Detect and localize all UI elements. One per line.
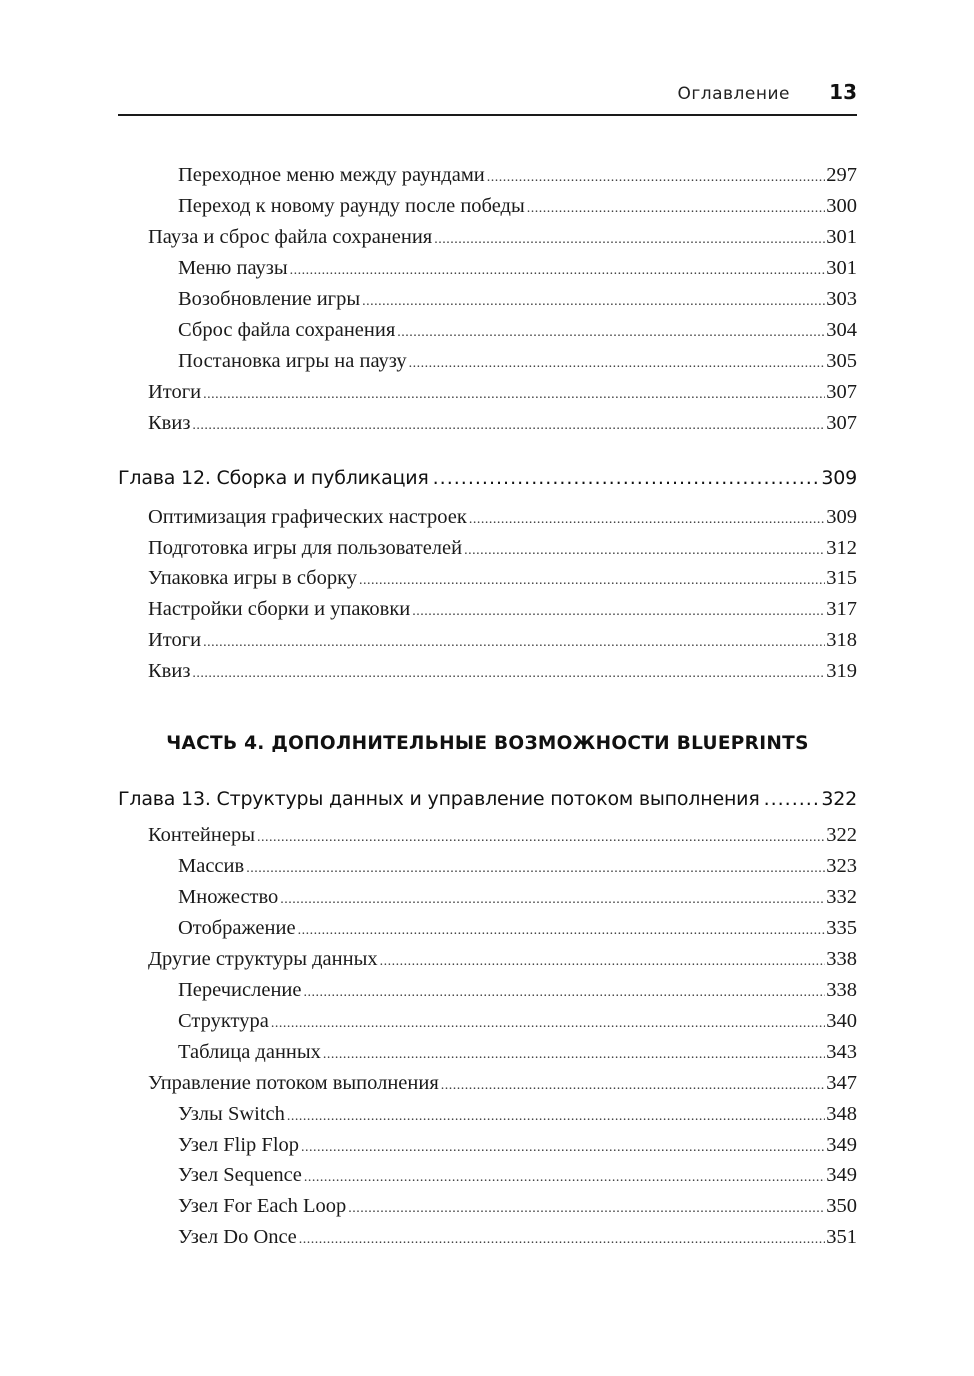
toc-entry-page: 318 xyxy=(826,629,857,651)
leader-dots xyxy=(298,918,826,944)
toc-entry-page: 340 xyxy=(826,1010,857,1032)
toc-entry-page: 338 xyxy=(826,948,857,970)
leader-dots xyxy=(359,568,825,594)
leader-dots xyxy=(246,856,825,882)
toc-entry-page: 338 xyxy=(826,979,857,1001)
toc-entry-page: 303 xyxy=(826,288,857,310)
toc-entry[interactable] xyxy=(178,286,857,315)
part-heading[interactable]: ЧАСТЬ 4. ДОПОЛНИТЕЛЬНЫЕ ВОЗМОЖНОСТИ BLUEPRINTS xyxy=(166,733,809,754)
page-header xyxy=(118,80,857,116)
toc-entry-page: 315 xyxy=(826,567,857,589)
toc-entry-title: Упаковка игры в сборку xyxy=(148,567,358,589)
leader-dots xyxy=(764,786,821,812)
chapter-heading[interactable] xyxy=(118,786,857,812)
toc-entry-page: 332 xyxy=(826,886,857,908)
toc-entry-page: 300 xyxy=(826,195,857,217)
toc-entry-page: 304 xyxy=(826,319,857,341)
leader-dots xyxy=(527,196,826,222)
leader-dots xyxy=(304,980,826,1006)
leader-dots xyxy=(433,465,821,491)
toc-entry-title: Возобновление игры xyxy=(178,288,361,310)
toc-entry-title: Узел Flip Flop xyxy=(178,1134,300,1156)
toc-entry-title: Массив xyxy=(178,855,245,877)
toc-entry[interactable] xyxy=(148,658,857,687)
toc-entry[interactable] xyxy=(178,915,857,944)
toc-entry-page: 350 xyxy=(826,1195,857,1217)
toc-entry[interactable] xyxy=(178,853,857,882)
toc-entry[interactable] xyxy=(148,627,857,656)
toc-entry-title: Подготовка игры для пользователей xyxy=(148,537,463,559)
toc-entry-title: Структура xyxy=(178,1010,269,1032)
toc-entry[interactable] xyxy=(178,255,857,284)
toc-entry-page: 297 xyxy=(826,164,857,186)
leader-dots xyxy=(380,949,826,975)
toc-entry[interactable] xyxy=(178,884,857,913)
toc-entry-title: Итоги xyxy=(148,381,202,403)
toc-entry-title: Узел Do Once xyxy=(178,1226,297,1248)
leader-dots xyxy=(434,227,825,253)
toc-entry-title: Настройки сборки и упаковки xyxy=(148,598,411,620)
toc-entry[interactable] xyxy=(148,596,857,625)
toc-entry-page: 301 xyxy=(826,226,857,248)
leader-dots xyxy=(304,1165,825,1191)
leader-dots xyxy=(301,1135,825,1161)
leader-dots xyxy=(203,630,825,656)
chapter-title: Глава 13. Структуры данных и управление потоком выполнения xyxy=(118,788,760,810)
toc-entry-page: 348 xyxy=(826,1103,857,1125)
leader-dots xyxy=(487,165,825,191)
toc-entry[interactable] xyxy=(178,1224,857,1253)
leader-dots xyxy=(397,320,825,346)
toc-entry-page: 319 xyxy=(826,660,857,682)
toc-entry-page: 349 xyxy=(826,1134,857,1156)
toc-entry-page: 301 xyxy=(826,257,857,279)
toc-entry-title: Оптимизация графических настроек xyxy=(148,506,467,528)
toc-entry-page: 307 xyxy=(826,412,857,434)
leader-dots xyxy=(271,1011,825,1037)
toc-entry[interactable] xyxy=(148,535,857,564)
toc-entry-title: Итоги xyxy=(148,629,202,651)
toc-entry[interactable] xyxy=(178,1162,857,1191)
toc-entry-page: 347 xyxy=(826,1072,857,1094)
toc-entry[interactable] xyxy=(178,162,857,191)
leader-dots xyxy=(409,351,826,377)
chapter-title: Глава 12. Сборка и публикация xyxy=(118,467,429,489)
leader-dots xyxy=(348,1196,825,1222)
toc-entry-title: Таблица данных xyxy=(178,1041,321,1063)
toc-entry-page: 343 xyxy=(826,1041,857,1063)
chapter-heading[interactable] xyxy=(118,465,857,491)
toc-entry[interactable] xyxy=(148,504,857,533)
leader-dots xyxy=(203,382,825,408)
toc-entry-title: Квиз xyxy=(148,412,191,434)
toc-entry-title: Множество xyxy=(178,886,279,908)
leader-dots xyxy=(412,599,825,625)
leader-dots xyxy=(323,1042,825,1068)
leader-dots xyxy=(299,1227,826,1253)
toc-entry-page: 323 xyxy=(826,855,857,877)
leader-dots xyxy=(280,887,825,913)
leader-dots xyxy=(469,507,825,533)
toc-entry-page: 317 xyxy=(826,598,857,620)
toc-entry-page: 305 xyxy=(826,350,857,372)
toc-entry-title: Квиз xyxy=(148,660,191,682)
toc-entry[interactable] xyxy=(178,977,857,1006)
toc-entry[interactable] xyxy=(178,1039,857,1068)
toc-entry[interactable] xyxy=(148,822,857,851)
toc-entry-page: 307 xyxy=(826,381,857,403)
leader-dots xyxy=(192,413,825,439)
toc-entry-title: Постановка игры на паузу xyxy=(178,350,407,372)
toc-entry-title: Переход к новому раунду после победы xyxy=(178,195,525,217)
toc-entry[interactable] xyxy=(148,224,857,253)
toc-entry[interactable] xyxy=(148,565,857,594)
toc-entry-title: Управление потоком выполнения xyxy=(148,1072,439,1094)
chapter-page: 309 xyxy=(821,467,857,489)
toc-entry-title: Другие структуры данных xyxy=(148,948,378,970)
toc-entry[interactable] xyxy=(148,379,857,408)
leader-dots xyxy=(287,1104,825,1130)
toc-entry[interactable] xyxy=(178,1193,857,1222)
toc-entry-title: Узлы Switch xyxy=(178,1103,285,1125)
toc-entry[interactable] xyxy=(148,1070,857,1099)
toc-entry-page: 351 xyxy=(826,1226,857,1248)
toc-entry-title: Узел For Each Loop xyxy=(178,1195,347,1217)
running-title: Оглавление xyxy=(677,84,790,104)
toc-entry-page: 335 xyxy=(826,917,857,939)
leader-dots xyxy=(192,661,825,687)
page-number: 13 xyxy=(829,80,857,104)
toc-entry-title: Сброс файла сохранения xyxy=(178,319,396,341)
leader-dots xyxy=(362,289,825,315)
toc-entry-page: 309 xyxy=(826,506,857,528)
toc-entry-title: Пауза и сброс файла сохранения xyxy=(148,226,433,248)
toc-entry-page: 322 xyxy=(826,824,857,846)
toc-entry[interactable] xyxy=(178,1008,857,1037)
toc-entry[interactable] xyxy=(148,946,857,975)
toc-entry-title: Меню паузы xyxy=(178,257,288,279)
toc-entry-title: Перечисление xyxy=(178,979,302,1001)
toc-entry-title: Узел Sequence xyxy=(178,1164,302,1186)
toc-entry[interactable] xyxy=(178,317,857,346)
toc-entry-title: Переходное меню между раундами xyxy=(178,164,485,186)
toc-entry-page: 349 xyxy=(826,1164,857,1186)
toc-entry-page: 312 xyxy=(826,537,857,559)
leader-dots xyxy=(257,825,825,851)
toc-entry[interactable] xyxy=(178,1132,857,1161)
leader-dots xyxy=(464,538,825,564)
toc-entry-title: Отображение xyxy=(178,917,296,939)
leader-dots xyxy=(441,1073,825,1099)
leader-dots xyxy=(290,258,826,284)
toc-entry[interactable] xyxy=(178,193,857,222)
toc-entry-title: Контейнеры xyxy=(148,824,255,846)
chapter-page: 322 xyxy=(821,788,857,810)
toc-entry[interactable] xyxy=(178,348,857,377)
toc-entry[interactable] xyxy=(178,1101,857,1130)
toc-entry[interactable] xyxy=(148,410,857,439)
